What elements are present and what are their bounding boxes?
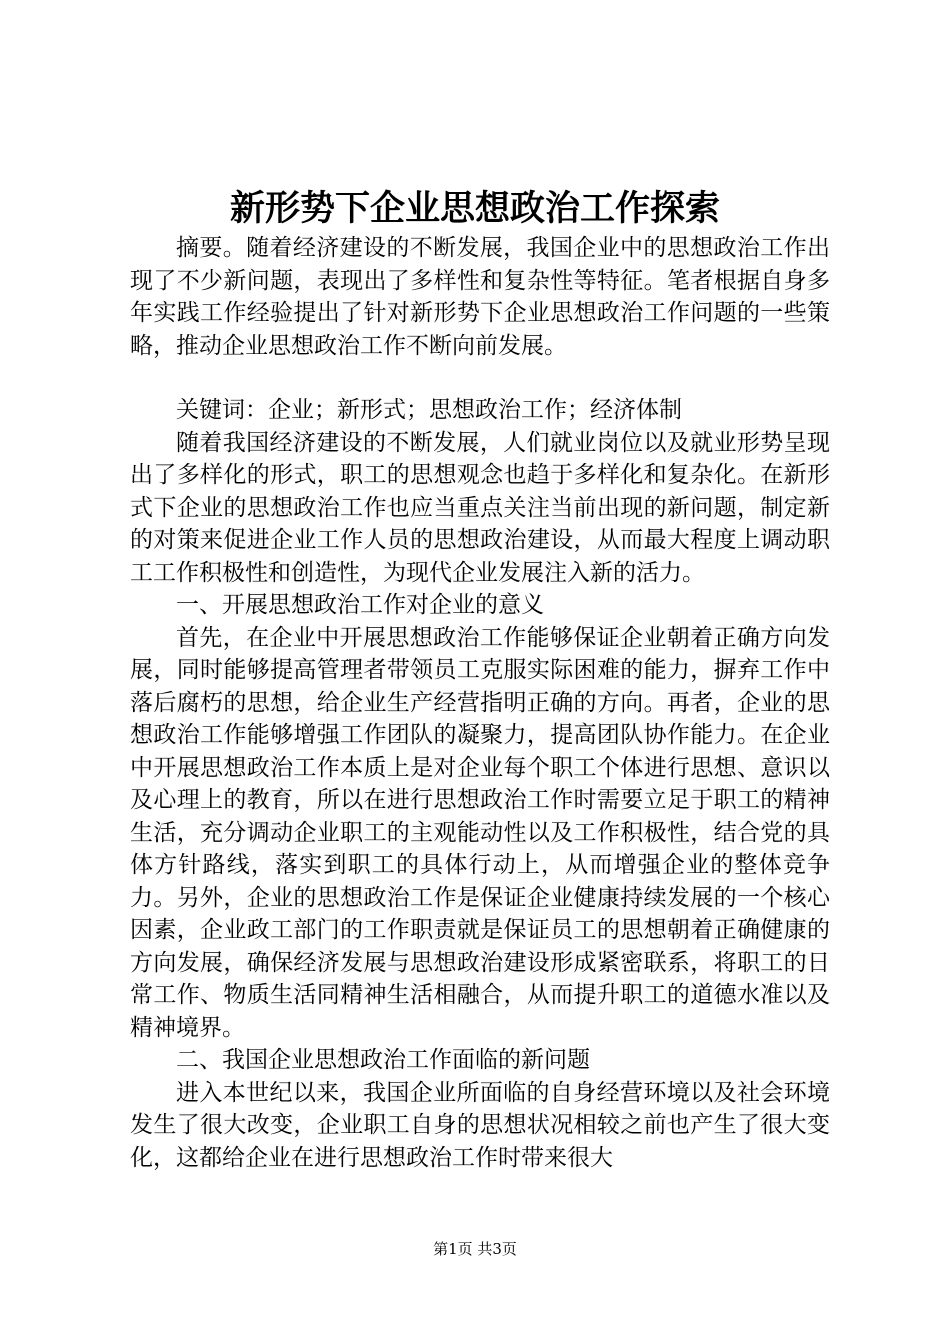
document-body [130,232,830,1174]
section-2-paragraph: 进入本世纪以来，我国企业所面临的自身经营环境以及社会环境发生了很大改变，企业职工自身的思想状况相较之前也产生了很大变化，这都给企业在进行思想政治工作时带来很大 [130,1079,830,1171]
section-heading-1: 一、开展思想政治工作对企业的意义 [176,592,544,618]
abstract-paragraph: 摘要。随着经济建设的不断发展，我国企业中的思想政治工作出现了不少新问题，表现出了多样性和复杂性等特征。笔者根据自身多年实践工作经验提出了针对新形势下企业思想政治工作问题的一些策略，推动企业思想政治工作不断向前发展。 [130,235,830,359]
section-1-paragraph: 首先，在企业中开展思想政治工作能够保证企业朝着正确方向发展，同时能够提高管理者带领员工克服实际困难的能力，摒弃工作中落后腐朽的思想，给企业生产经营指明正确的方向。再者，企业的思想政治工作能够增强工作团队的凝聚力，提高团队协作能力。在企业中开展思想政治工作本质上是对企业每个职工个体进行思想、意识以及心理上的教育，所以在进行思想政治工作时需要立足于职工的精神生活，充分调动企业职工的主观能动性以及工作积极性，结合党的具体方针路线，落实到职工的具体行动上，从而增强企业的整体竞争力。另外，企业的思想政治工作是保证企业健康持续发展的一个核心因素，企业政工部门的工作职责就是保证员工的思想朝着正确健康的方向发展，确保经济发展与思想政治建设形成紧密联系，将职工的日常工作、物质生活同精神生活相融合，从而提升职工的道德水准以及精神境界。 [130,624,830,1041]
document-title: 新形势下企业思想政治工作探索 [229,188,720,229]
page-footer: 第1页 共3页 [433,1240,517,1258]
intro-paragraph: 随着我国经济建设的不断发展，人们就业岗位以及就业形势呈现出了多样化的形式，职工的思想观念也趋于多样化和复杂化。在新形式下企业的思想政治工作也应当重点关注当前出现的新问题，制定新的对策来促进企业工作人员的思想政治建设，从而最大程度上调动职工工作积极性和创造性，为现代企业发展注入新的活力。 [130,429,830,586]
keywords-paragraph: 关键词：企业；新形式；思想政治工作；经济体制 [176,397,682,423]
section-heading-2: 二、我国企业思想政治工作面临的新问题 [176,1047,590,1073]
